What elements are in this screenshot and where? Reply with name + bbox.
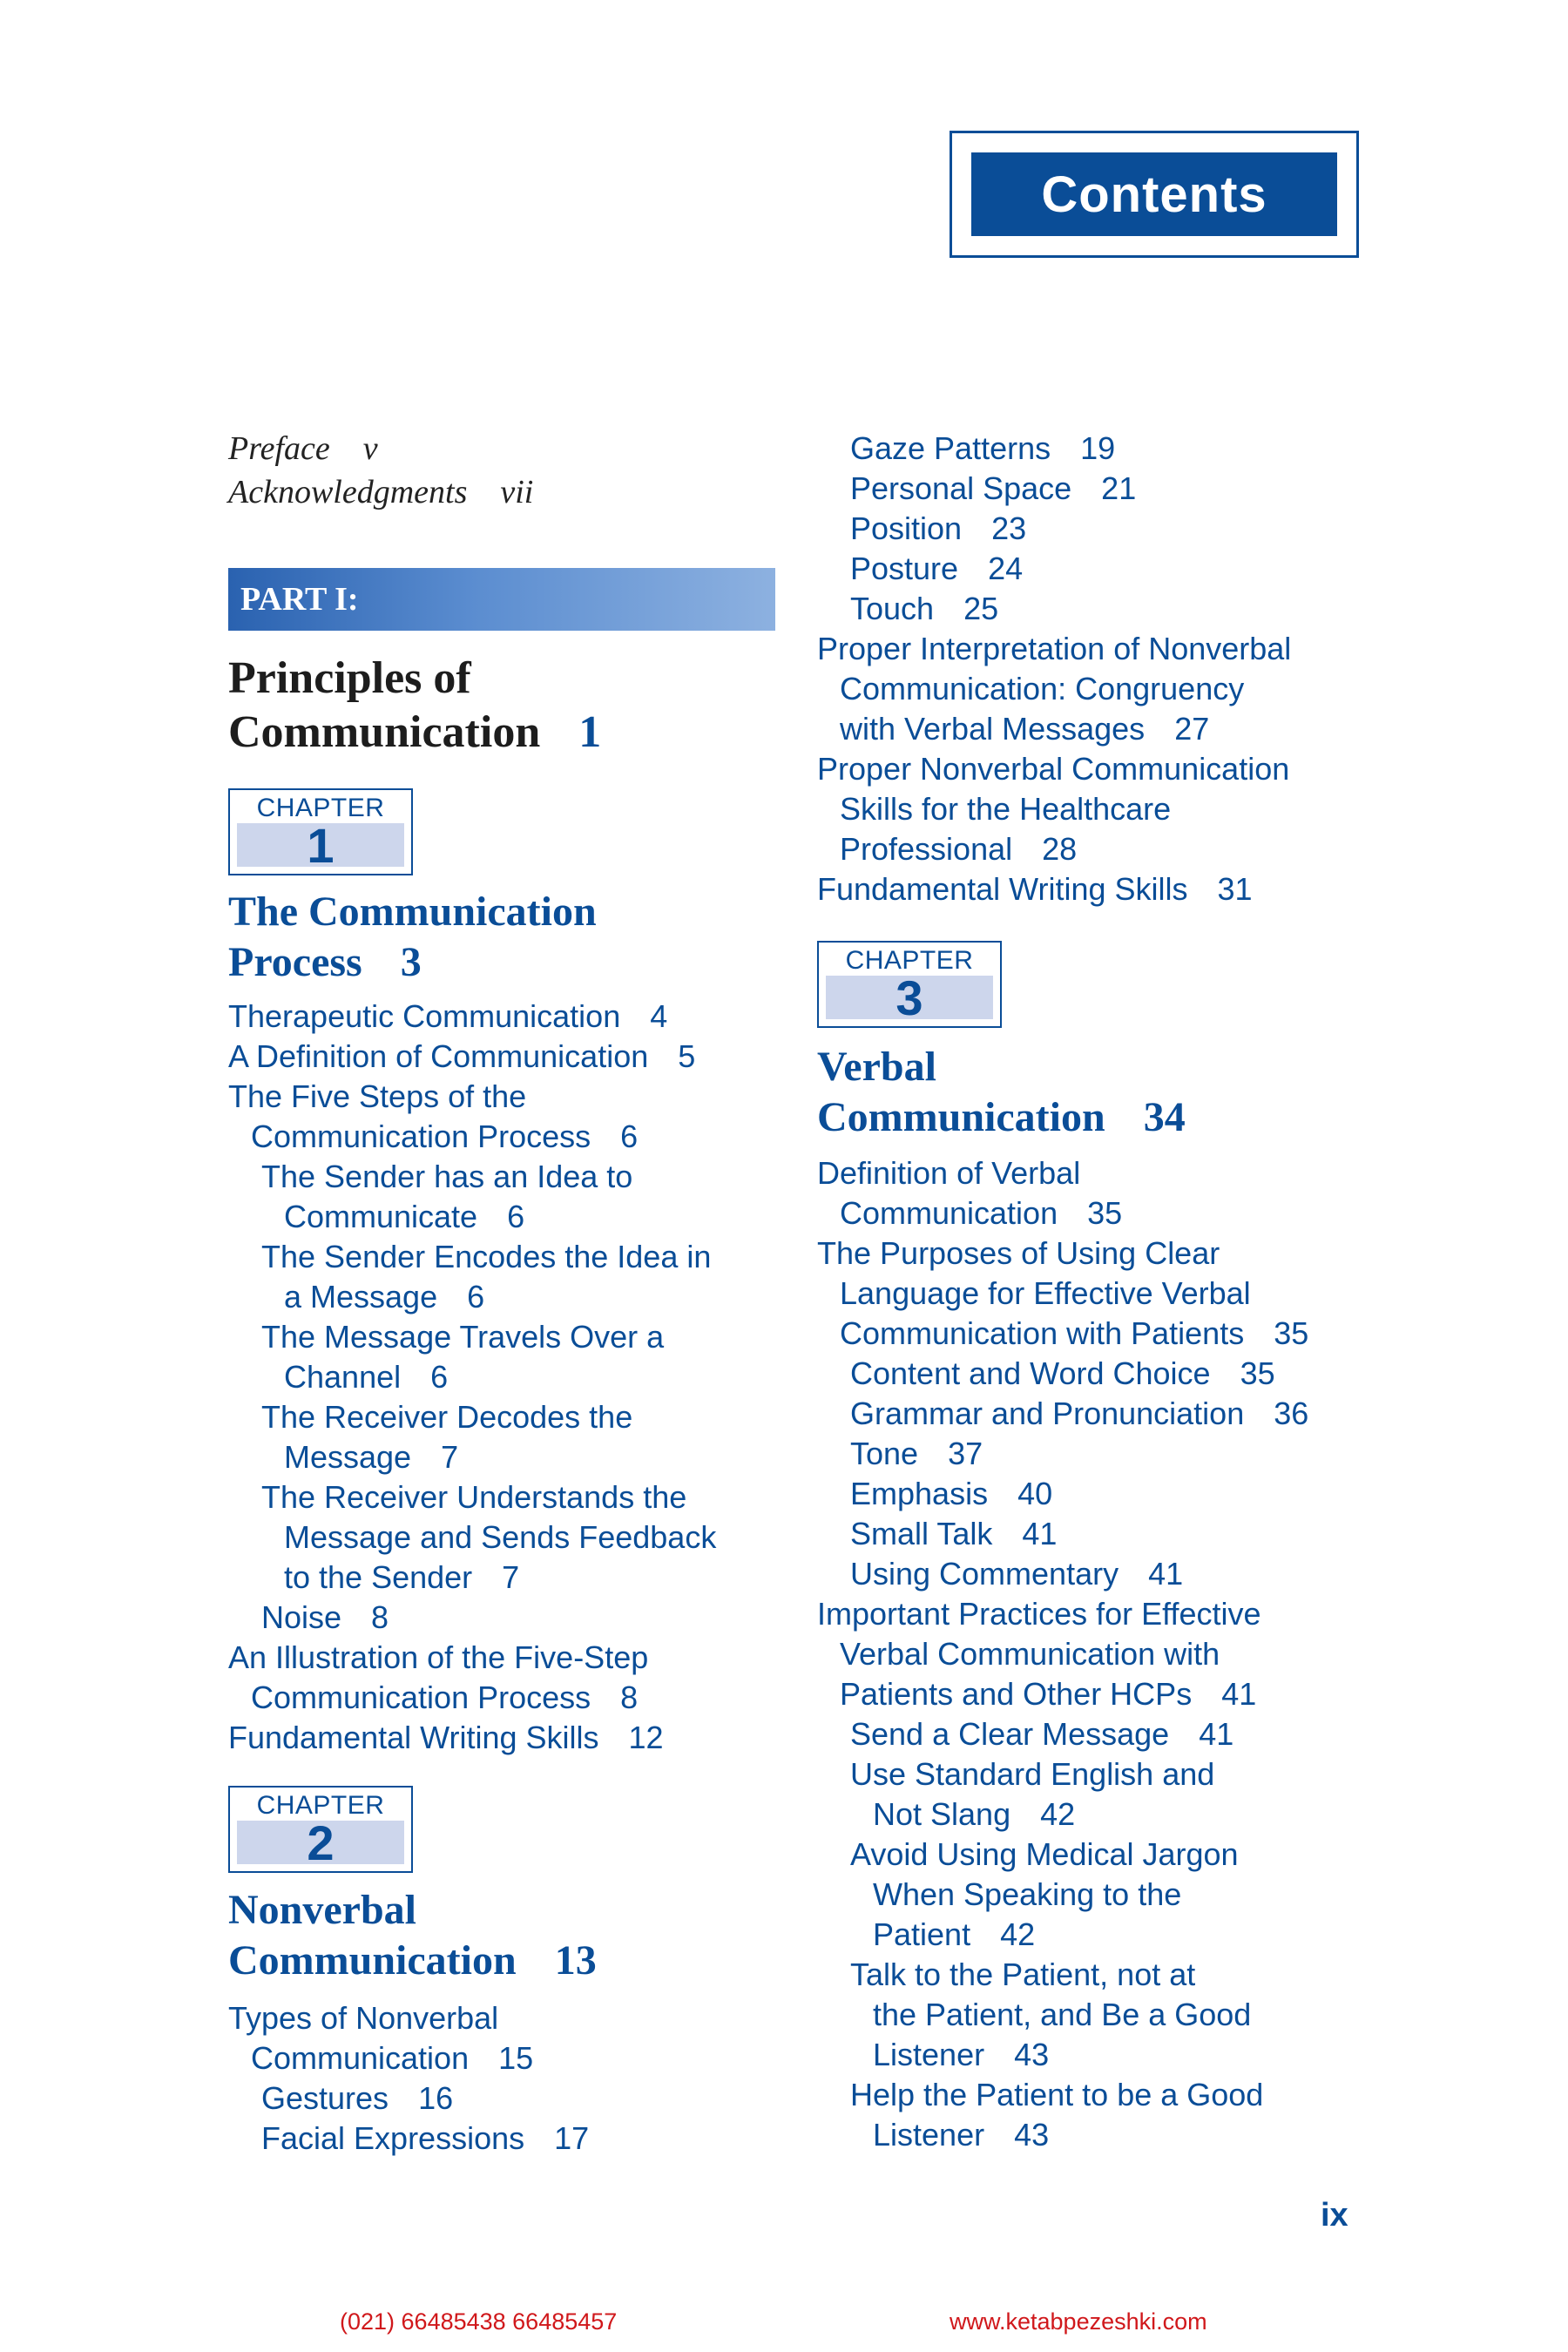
toc-entry-text: Listener	[873, 2117, 985, 2153]
toc-entry[interactable]	[228, 1117, 803, 1157]
toc-entry[interactable]	[817, 789, 1392, 829]
toc-entry[interactable]	[228, 1477, 803, 1517]
footer-phone: (021) 66485438 66485457	[340, 2308, 618, 2335]
toc-entry-text: the Patient, and Be a Good	[873, 1997, 1252, 2032]
toc-entry-text: The Five Steps of the	[228, 1078, 527, 1114]
toc-entry-text: Facial Expressions	[261, 2120, 525, 2156]
toc-entry[interactable]	[228, 1718, 803, 1758]
toc-entry-text: Proper Nonverbal Communication	[817, 751, 1290, 787]
toc-entry-text: Small Talk	[850, 1516, 993, 1551]
toc-entry-page: 41	[1221, 1676, 1257, 1712]
part-banner	[228, 568, 775, 631]
toc-entry-text: Using Commentary	[850, 1556, 1119, 1592]
toc-entry-page: 41	[1148, 1556, 1184, 1592]
toc-entry-page: 27	[1174, 711, 1210, 747]
toc-entry[interactable]	[817, 829, 1392, 869]
toc-entry[interactable]	[817, 629, 1392, 669]
toc-entry-page: 36	[1274, 1396, 1309, 1431]
toc-entry-page: 12	[628, 1720, 664, 1755]
toc-entry-text: Communication: Congruency	[840, 671, 1245, 706]
toc-entry-page: 25	[963, 591, 999, 626]
toc-entry-page: 37	[948, 1436, 983, 1471]
toc-entry[interactable]	[817, 1394, 1392, 1434]
toc-entry-text: Fundamental Writing Skills	[228, 1720, 599, 1755]
front-matter-item: Acknowledgments vii	[228, 474, 534, 510]
toc-entry-text: Communication	[840, 1195, 1058, 1231]
toc-entry[interactable]	[817, 429, 1392, 469]
toc-entry[interactable]	[817, 2075, 1392, 2115]
toc-entry-text: Gaze Patterns	[850, 430, 1051, 466]
toc-entry-text: a Message	[284, 1279, 438, 1315]
toc-entry-text: Listener	[873, 2037, 985, 2072]
toc-entry[interactable]	[817, 1634, 1392, 1674]
toc-entry-text: Content and Word Choice	[850, 1355, 1211, 1391]
toc-entry-page: 43	[1014, 2037, 1050, 2072]
toc-entry-text: Communication Process	[251, 1680, 591, 1715]
part-title: Principles of Communication 1	[228, 653, 602, 757]
toc-entry-text: The Message Travels Over a	[261, 1319, 665, 1355]
toc-entry-page: 35	[1240, 1355, 1275, 1391]
chapter-3-entries	[817, 1153, 1392, 2155]
toc-entry-text: Personal Space	[850, 470, 1072, 506]
toc-entry[interactable]	[817, 509, 1392, 549]
toc-entry-page: 16	[418, 2080, 454, 2116]
toc-entry[interactable]	[228, 1157, 803, 1197]
toc-entry[interactable]	[817, 1875, 1392, 1915]
toc-entry[interactable]	[817, 1995, 1392, 2035]
page-folio: ix	[1321, 2197, 1348, 2234]
toc-entry-text: Types of Nonverbal	[228, 2000, 499, 2036]
toc-entry[interactable]	[817, 709, 1392, 749]
toc-entry[interactable]	[228, 1517, 803, 1558]
contents-title: Contents	[971, 152, 1337, 236]
toc-entry[interactable]	[817, 1594, 1392, 1634]
chapter-badge-3: CHAPTER 3	[817, 941, 1002, 1028]
toc-entry[interactable]	[228, 1558, 803, 1598]
chapter-title-1: The Communication Process 3	[228, 889, 597, 985]
toc-entry-page: 6	[620, 1119, 639, 1154]
toc-entry[interactable]	[817, 1674, 1392, 1714]
toc-entry[interactable]	[817, 2115, 1392, 2155]
toc-entry-text: Tone	[850, 1436, 919, 1471]
toc-entry-text: The Purposes of Using Clear	[817, 1235, 1220, 1271]
toc-entry-text: Talk to the Patient, not at	[850, 1957, 1196, 1992]
toc-entry-text: Patient	[873, 1916, 971, 1952]
chapter-badge-2: CHAPTER 2	[228, 1786, 413, 1873]
toc-entry[interactable]	[817, 1835, 1392, 1875]
toc-entry-text: Fundamental Writing Skills	[817, 871, 1188, 907]
toc-entry[interactable]	[817, 869, 1392, 909]
toc-entry[interactable]	[817, 1554, 1392, 1594]
toc-entry-text: Patients and Other HCPs	[840, 1676, 1193, 1712]
toc-entry[interactable]	[817, 1754, 1392, 1794]
toc-entry[interactable]	[228, 2119, 803, 2159]
toc-entry-text: The Receiver Understands the	[261, 1479, 687, 1515]
toc-entry-page: 7	[441, 1439, 459, 1475]
toc-entry[interactable]	[228, 997, 803, 1037]
toc-entry[interactable]	[817, 1794, 1392, 1835]
toc-entry[interactable]	[817, 1474, 1392, 1514]
toc-entry[interactable]	[228, 1598, 803, 1638]
toc-entry[interactable]	[228, 1317, 803, 1357]
toc-entry[interactable]	[817, 669, 1392, 709]
toc-entry[interactable]	[228, 2078, 803, 2119]
toc-entry-page: 24	[988, 551, 1024, 586]
toc-entry-page: 17	[554, 2120, 590, 2156]
toc-entry[interactable]	[228, 1397, 803, 1437]
toc-entry-text: Therapeutic Communication	[228, 998, 621, 1034]
toc-entry[interactable]	[817, 549, 1392, 589]
toc-entry-page: 43	[1014, 2117, 1050, 2153]
toc-entry-text: Help the Patient to be a Good	[850, 2077, 1264, 2112]
toc-entry-page: 6	[467, 1279, 485, 1315]
toc-entry-page: 41	[1022, 1516, 1058, 1551]
toc-entry[interactable]	[817, 1434, 1392, 1474]
chapter-1-entries	[228, 997, 803, 1758]
chapter-title-3: Verbal Communication 34	[817, 1044, 1186, 1140]
toc-entry-page: 4	[650, 998, 668, 1034]
toc-entry[interactable]	[228, 1437, 803, 1477]
toc-entry-page: 23	[991, 510, 1027, 546]
toc-entry-page: 5	[678, 1038, 696, 1074]
chapter-2-entries	[228, 1998, 803, 2159]
toc-entry[interactable]	[817, 469, 1392, 509]
toc-entry-text: Communication Process	[251, 1119, 591, 1154]
toc-entry-page: 35	[1087, 1195, 1123, 1231]
toc-entry-text: Communication with Patients	[840, 1315, 1245, 1351]
toc-entry-text: Noise	[261, 1599, 342, 1635]
toc-entry-page: 42	[1000, 1916, 1036, 1952]
toc-entry-text: Not Slang	[873, 1796, 1011, 1832]
toc-entry[interactable]	[817, 1354, 1392, 1394]
toc-entry-text: Gestures	[261, 2080, 389, 2116]
toc-entry-page: 7	[502, 1559, 520, 1595]
toc-entry-text: Position	[850, 510, 963, 546]
chapter-badge-1: CHAPTER 1	[228, 788, 413, 875]
toc-entry[interactable]	[228, 1357, 803, 1397]
toc-entry-text: The Receiver Decodes the	[261, 1399, 633, 1435]
contents-header-box	[950, 131, 1359, 258]
toc-entry[interactable]	[228, 1678, 803, 1718]
toc-entry-text: Communication	[251, 2040, 470, 2076]
toc-entry-text: The Sender Encodes the Idea in	[261, 1239, 712, 1274]
toc-entry-page: 8	[371, 1599, 389, 1635]
toc-entry-text: Grammar and Pronunciation	[850, 1396, 1245, 1431]
toc-entry[interactable]	[817, 1193, 1392, 1233]
toc-entry-text: Avoid Using Medical Jargon	[850, 1836, 1239, 1872]
toc-entry-page: 31	[1217, 871, 1253, 907]
toc-entry-text: Posture	[850, 551, 959, 586]
footer-url[interactable]: www.ketabpezeshki.com	[950, 2308, 1207, 2335]
toc-entry[interactable]	[228, 1197, 803, 1237]
toc-entry-page: 6	[507, 1199, 525, 1234]
toc-entry[interactable]	[228, 1277, 803, 1317]
toc-entry-text: Send a Clear Message	[850, 1716, 1170, 1752]
toc-entry-page: 42	[1040, 1796, 1076, 1832]
toc-entry-text: Definition of Verbal	[817, 1155, 1081, 1191]
toc-entry-text: Important Practices for Effective	[817, 1596, 1261, 1632]
toc-entry-text: Proper Interpretation of Nonverbal	[817, 631, 1292, 666]
part-label: PART I:	[240, 581, 359, 618]
toc-entry-text: When Speaking to the	[873, 1876, 1182, 1912]
toc-entry-page: 28	[1042, 831, 1078, 867]
toc-entry-text: Channel	[284, 1359, 402, 1395]
toc-entry[interactable]	[817, 1314, 1392, 1354]
toc-entry[interactable]	[817, 1915, 1392, 1955]
toc-entry[interactable]	[228, 2038, 803, 2078]
toc-entry[interactable]	[817, 589, 1392, 629]
toc-entry[interactable]	[817, 2035, 1392, 2075]
toc-entry[interactable]	[817, 749, 1392, 789]
toc-entry-text: Message and Sends Feedback	[284, 1519, 717, 1555]
chapter-2-entries-continued	[817, 429, 1392, 909]
toc-entry-page: 35	[1274, 1315, 1309, 1351]
toc-entry[interactable]	[817, 1714, 1392, 1754]
toc-entry[interactable]	[228, 1998, 803, 2038]
toc-entry[interactable]	[817, 1153, 1392, 1193]
toc-entry-page: 40	[1017, 1476, 1053, 1511]
toc-entry[interactable]	[228, 1237, 803, 1277]
toc-entry-text: Professional	[840, 831, 1013, 867]
toc-entry-page: 15	[498, 2040, 534, 2076]
toc-entry[interactable]	[228, 1638, 803, 1678]
toc-entry[interactable]	[817, 1955, 1392, 1995]
toc-entry-page: 6	[430, 1359, 449, 1395]
toc-entry-text: Language for Effective Verbal	[840, 1275, 1251, 1311]
toc-entry[interactable]	[228, 1037, 803, 1077]
chapter-title-2: Nonverbal Communication 13	[228, 1887, 597, 1984]
toc-entry-text: Use Standard English and	[850, 1756, 1215, 1792]
toc-entry-page: 19	[1080, 430, 1116, 466]
toc-entry[interactable]	[228, 1077, 803, 1117]
toc-entry-text: Skills for the Healthcare	[840, 791, 1172, 827]
toc-entry-page: 8	[620, 1680, 639, 1715]
front-matter-item: Preface v	[228, 430, 378, 467]
toc-entry-text: The Sender has an Idea to	[261, 1159, 633, 1194]
toc-entry-text: Touch	[850, 591, 935, 626]
front-matter	[228, 427, 533, 514]
toc-entry-page: 41	[1199, 1716, 1234, 1752]
toc-entry[interactable]	[817, 1514, 1392, 1554]
toc-entry-text: Verbal Communication with	[840, 1636, 1220, 1672]
toc-entry-text: A Definition of Communication	[228, 1038, 649, 1074]
toc-entry-text: to the Sender	[284, 1559, 473, 1595]
toc-entry-text: Message	[284, 1439, 412, 1475]
toc-entry-text: An Illustration of the Five-Step	[228, 1639, 649, 1675]
toc-entry[interactable]	[817, 1233, 1392, 1274]
toc-entry-text: Emphasis	[850, 1476, 989, 1511]
part-page: 1	[578, 707, 602, 757]
toc-entry-text: Communicate	[284, 1199, 478, 1234]
toc-entry-text: with Verbal Messages	[840, 711, 1146, 747]
toc-entry[interactable]	[817, 1274, 1392, 1314]
toc-entry-page: 21	[1101, 470, 1137, 506]
